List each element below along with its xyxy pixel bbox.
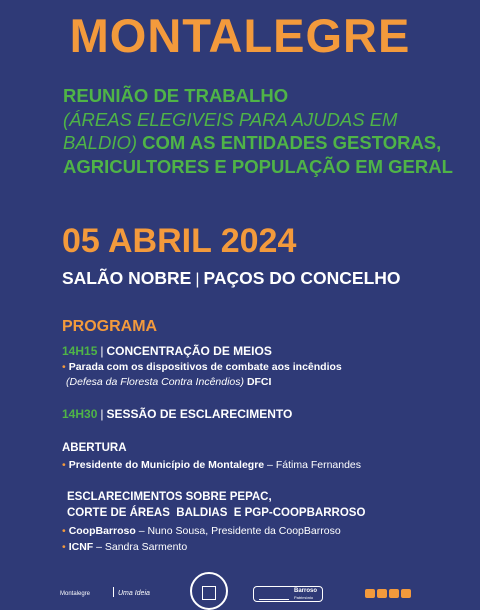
youtube-icon[interactable] — [401, 589, 411, 598]
bullet: • — [62, 525, 66, 537]
bullet: • — [62, 459, 66, 471]
venue-right: PAÇOS DO CONCELHO — [203, 268, 401, 288]
esclarecimentos-item-2 — [62, 540, 187, 555]
twitter-icon[interactable] — [389, 589, 399, 598]
venue-left: SALÃO NOBRE — [62, 268, 192, 288]
venue-separator: | — [195, 271, 200, 288]
seal-inner-icon — [202, 586, 216, 600]
schedule-block-1 — [62, 344, 272, 358]
block1-label: CONCENTRAÇÃO DE MEIOS — [106, 344, 272, 358]
subtitle-part1: REUNIÃO DE TRABALHO — [63, 85, 289, 106]
time-separator: | — [100, 407, 104, 421]
facebook-icon[interactable] — [365, 589, 375, 598]
item-icnf: ICNF — [68, 541, 94, 553]
subtitle-italic: (ÁREAS ELEGIVEIS PARA AJUDAS EM BALDIO) — [63, 108, 398, 153]
block1-item — [62, 360, 342, 375]
event-venue — [62, 268, 401, 289]
time-1415: 14H15 — [62, 344, 98, 358]
esclarecimentos-heading — [67, 489, 365, 521]
abertura-heading: ABERTURA — [62, 442, 127, 454]
block1-item-cont — [66, 375, 271, 390]
social-icons — [365, 589, 411, 598]
montalegre-logo: Montalegre — [60, 591, 91, 597]
schedule-block-2 — [62, 407, 292, 421]
block2-label: SESSÃO DE ESCLARECIMENTO — [106, 407, 293, 421]
subtitle-part2: COM AS ENTIDADES GESTORAS, AGRICULTORES E POPULAÇÃO EM GERAL — [63, 132, 453, 177]
seal-logo-icon — [190, 572, 228, 610]
meeting-subtitle — [63, 84, 463, 178]
time-1430: 14H30 — [62, 407, 98, 421]
time-separator: | — [100, 344, 104, 358]
item-coopbarroso-rest: – Nuno Sousa, Presidente da CoopBarroso — [135, 525, 341, 537]
abertura-item-rest: – Fátima Fernandes — [264, 459, 362, 471]
block1-item-italic: (Defesa da Floresta Contra Incêndios) — [66, 376, 245, 388]
poster-title: MONTALEGRE — [69, 9, 411, 62]
bullet: • — [62, 541, 66, 553]
programa-heading: PROGRAMA — [62, 318, 158, 335]
barroso-sublabel: Património — [294, 595, 314, 600]
barroso-skyline-icon — [259, 590, 289, 600]
bullet: • — [62, 361, 66, 373]
esclarecimentos-item-1 — [62, 524, 341, 539]
event-date: 05 ABRIL 2024 — [62, 222, 297, 260]
instagram-icon[interactable] — [377, 589, 387, 598]
block1-item-bold: Parada com os dispositivos de combate aos incêndios — [68, 361, 342, 373]
footer — [0, 574, 480, 600]
barroso-label: Barroso — [294, 588, 318, 594]
item-coopbarroso: CoopBarroso — [68, 525, 136, 537]
esclarecimentos-line2: CORTE DE ÁREAS BALDIAS E PGP-COOPBARROSO — [67, 507, 366, 519]
logo-divider — [113, 587, 114, 597]
block1-item-tail: DFCI — [246, 376, 272, 388]
logo-tagline: Uma Ideia — [118, 590, 150, 597]
abertura-item — [62, 458, 361, 473]
abertura-item-bold: Presidente do Município de Montalegre — [68, 459, 265, 471]
esclarecimentos-line1: ESCLARECIMENTOS SOBRE PEPAC, — [67, 491, 272, 503]
item-icnf-rest: – Sandra Sarmento — [93, 541, 188, 553]
